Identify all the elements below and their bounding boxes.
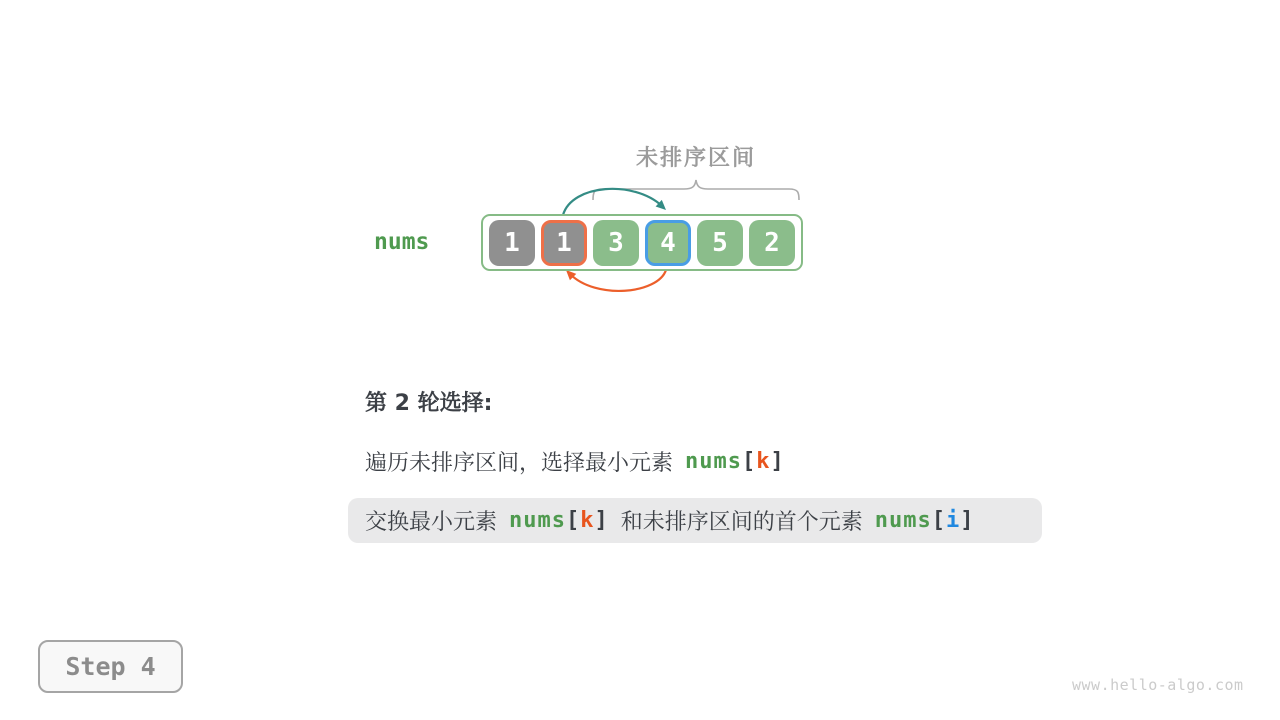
- code-index-k: k: [580, 508, 595, 533]
- array-cell: 1: [489, 220, 535, 266]
- array-cell: 2: [749, 220, 795, 266]
- unsorted-brace: [593, 180, 799, 200]
- swap-text-a: 交换最小元素: [365, 510, 498, 535]
- swap-description-row: [348, 498, 1042, 543]
- round-heading: 第 2 轮选择:: [365, 391, 493, 416]
- swap-arrow-back-head: [566, 270, 576, 280]
- code-bracket-close: ]: [960, 508, 975, 533]
- array-name-label: nums: [374, 229, 430, 255]
- code-nums-var: nums: [874, 508, 932, 533]
- array-cell-min-highlight: 1: [541, 220, 587, 266]
- code-bracket-close: ]: [594, 508, 609, 533]
- code-nums-var: nums: [509, 508, 566, 533]
- array-container: [481, 214, 803, 271]
- code-bracket-open: [: [931, 508, 946, 533]
- code-index-k: k: [756, 449, 771, 474]
- swap-text-b: 和未排序区间的首个元素: [620, 510, 863, 535]
- swap-arrow-back: [570, 270, 666, 291]
- array-cell: 3: [593, 220, 639, 266]
- swap-arrow-forward-head: [656, 200, 666, 210]
- code-nums-var: nums: [685, 449, 742, 474]
- unsorted-region-label: 未排序区间: [635, 146, 756, 171]
- code-bracket-open: [: [742, 449, 757, 474]
- traverse-text: 遍历未排序区间，选择最小元素: [365, 451, 674, 476]
- code-bracket-close: ]: [770, 449, 785, 474]
- code-index-i: i: [946, 508, 961, 533]
- traverse-description: [365, 446, 785, 477]
- swap-arrow-forward: [563, 189, 662, 215]
- step-indicator: Step 4: [38, 640, 183, 693]
- site-watermark: www.hello-algo.com: [1072, 676, 1244, 694]
- code-bracket-open: [: [566, 508, 581, 533]
- array-cell-swapped-highlight: 4: [645, 220, 691, 266]
- array-cell: 5: [697, 220, 743, 266]
